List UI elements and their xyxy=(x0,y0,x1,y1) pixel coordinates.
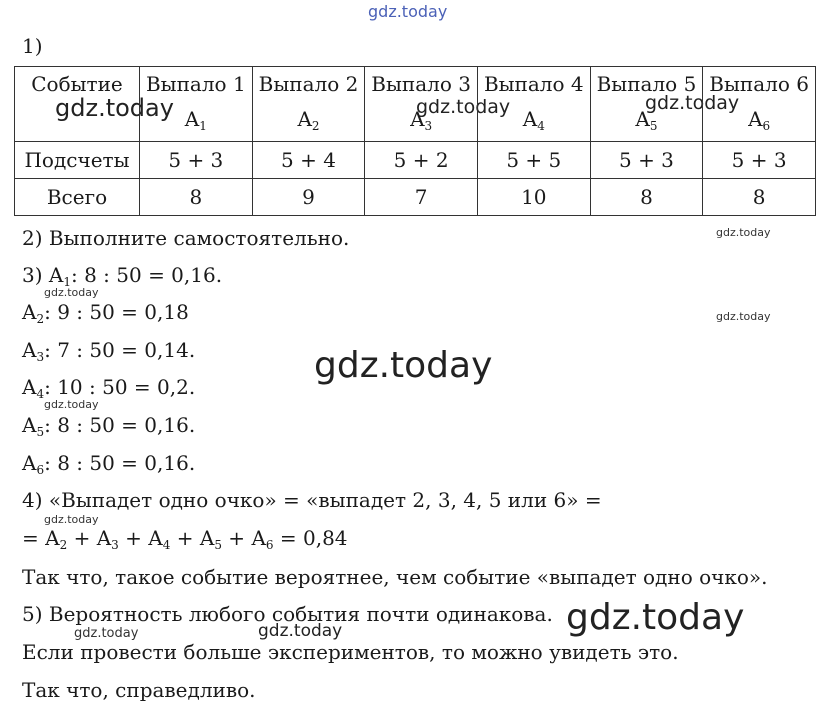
watermark: gdz.today xyxy=(645,92,740,114)
part3-line-4: $A_4$: 10 : 50 = 0,2. xyxy=(22,375,196,401)
table-row xyxy=(15,179,816,216)
table-header-row xyxy=(15,67,816,142)
watermark: gdz.today xyxy=(44,513,99,526)
watermark: gdz.today xyxy=(74,626,139,641)
watermark-top: gdz.today xyxy=(368,2,448,21)
part4-line-3: Так что, такое событие вероятнее, чем событие «выпадет одно очко». xyxy=(22,565,768,589)
header-cell: Выпало 1 $A_1$ xyxy=(140,67,253,142)
table-cell: 9 xyxy=(252,179,365,216)
part3-line-6: $A_6$: 8 : 50 = 0,16. xyxy=(22,451,196,477)
table-cell: 5 + 3 xyxy=(590,142,703,179)
watermark: gdz.today xyxy=(716,310,771,323)
watermark: gdz.today xyxy=(55,94,174,122)
part4-line-2: = $A_2 + A_3 + A_4 + A_5 + A_6 = 0,84$ xyxy=(22,526,348,552)
table-cell: 5 + 5 xyxy=(477,142,590,179)
part5-line-2: Если провести больше экспериментов, то можно увидеть это. xyxy=(22,640,679,664)
part1-label: 1) xyxy=(22,34,43,58)
header-cell: Выпало 2 $A_2$ xyxy=(252,67,365,142)
part2-text: 2) Выполните самостоятельно. xyxy=(22,226,350,250)
header-cell: Выпало 4 $A_4$ xyxy=(477,67,590,142)
watermark-large: gdz.today xyxy=(566,597,745,638)
table-cell: 5 + 3 xyxy=(140,142,253,179)
table-row xyxy=(15,142,816,179)
watermark: gdz.today xyxy=(44,398,99,411)
part3-line-3: $A_3$: 7 : 50 = 0,14. xyxy=(22,338,196,364)
part3-line-1: 3) $A_1$: 8 : 50 = 0,16. xyxy=(22,263,223,289)
header-cell-event: Событие xyxy=(15,67,140,142)
header-cell: Выпало 3 $A_3$ xyxy=(365,67,478,142)
table-cell: 8 xyxy=(140,179,253,216)
header-cell: Выпало 6 $A_6$ xyxy=(703,67,816,142)
table-cell: 5 + 4 xyxy=(252,142,365,179)
part3-line-2: $A_2$: 9 : 50 = 0,18 xyxy=(22,300,189,326)
table-cell: 8 xyxy=(703,179,816,216)
row-label: Всего xyxy=(15,179,140,216)
table-cell: 5 + 2 xyxy=(365,142,478,179)
part5-line-3: Так что, справедливо. xyxy=(22,678,256,702)
part3-line-5: $A_5$: 8 : 50 = 0,16. xyxy=(22,413,196,439)
watermark: gdz.today xyxy=(44,286,99,299)
table-cell: 5 + 3 xyxy=(703,142,816,179)
watermark: gdz.today xyxy=(716,226,771,239)
watermark-center: gdz.today xyxy=(314,345,493,386)
row-label: Подсчеты xyxy=(15,142,140,179)
events-table xyxy=(14,66,816,216)
header-cell: Выпало 5 $A_5$ xyxy=(590,67,703,142)
watermark: gdz.today xyxy=(416,96,511,118)
part4-line-1: 4) «Выпадет одно очко» = «выпадет 2, 3, 4, 5 или 6» = xyxy=(22,488,602,512)
table-cell: 8 xyxy=(590,179,703,216)
watermark: gdz.today xyxy=(258,621,343,641)
table-cell: 7 xyxy=(365,179,478,216)
table-cell: 10 xyxy=(477,179,590,216)
part5-line-1: 5) Вероятность любого события почти одинакова. xyxy=(22,602,553,626)
